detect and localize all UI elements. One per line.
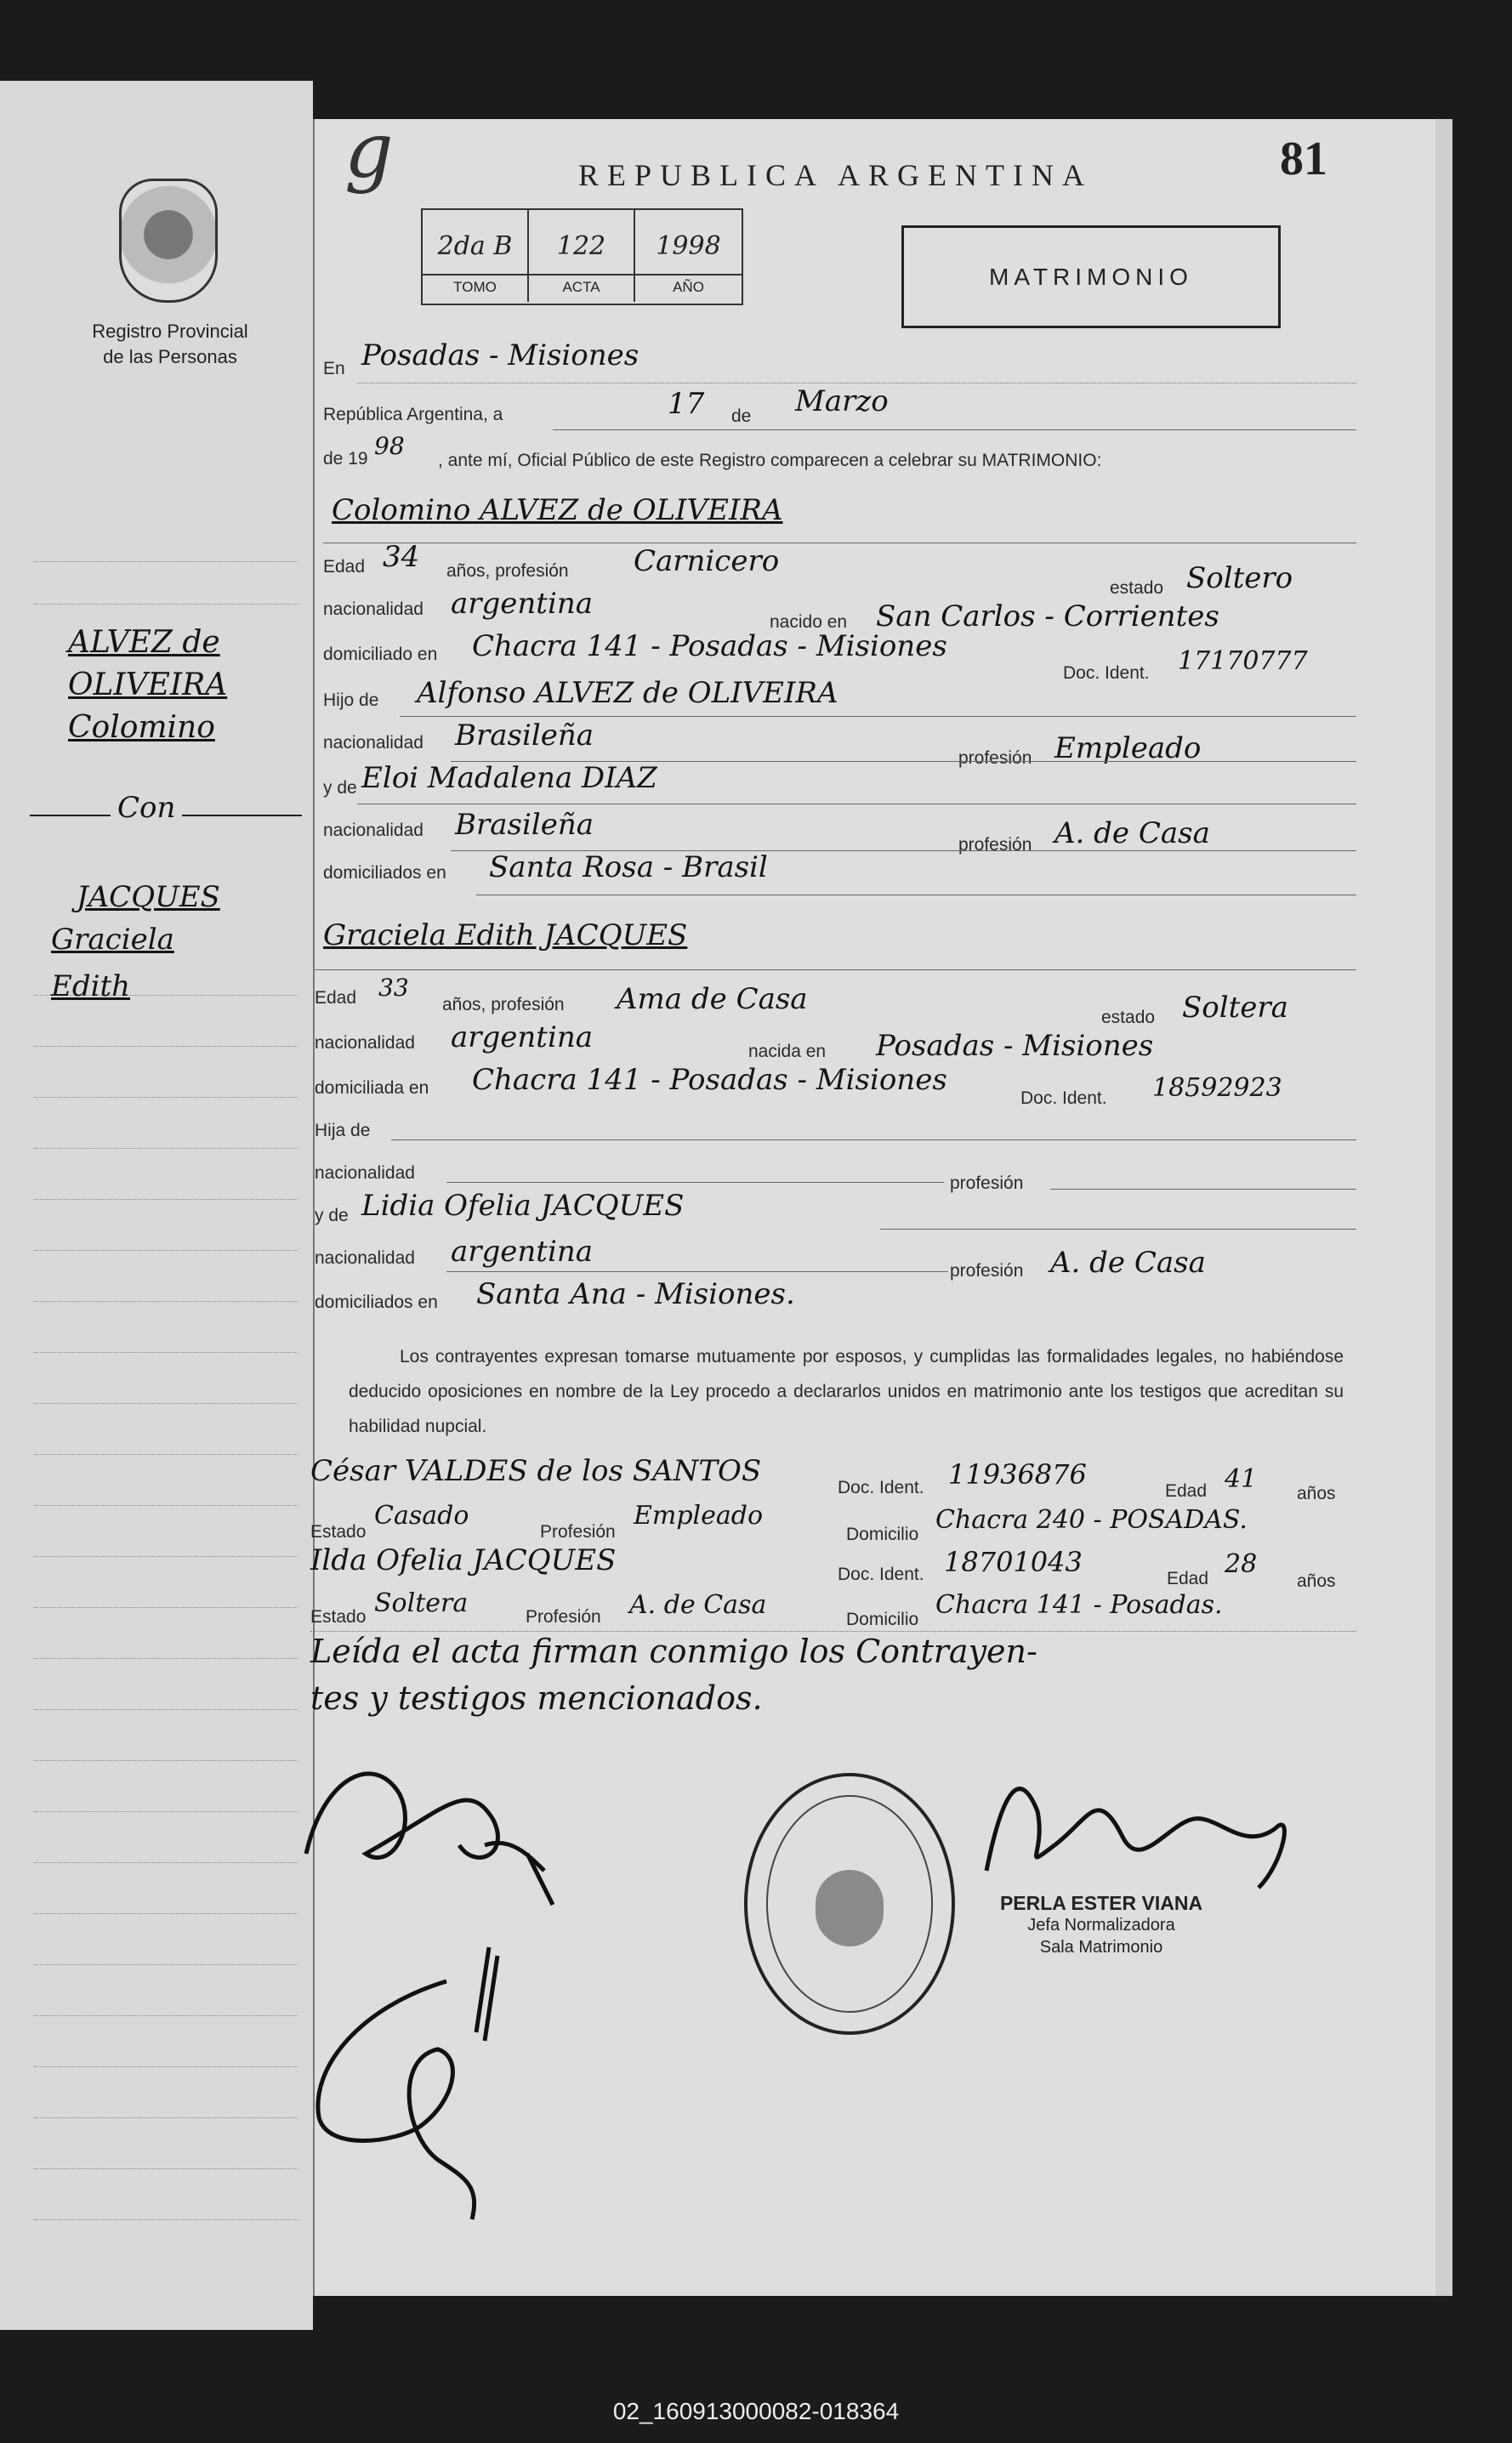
margin-rule xyxy=(34,1199,298,1200)
witness2-domicilio: Chacra 141 - Posadas. xyxy=(935,1590,1223,1620)
spouse1-nacido-label: nacido en xyxy=(770,612,848,632)
spouse2-estado: Soltera xyxy=(1182,991,1288,1025)
margin-given-name: Colomino xyxy=(68,710,215,745)
spouse2-name: Graciela Edith JACQUES xyxy=(323,918,688,952)
coat-of-arms-icon xyxy=(119,179,218,303)
page-edge xyxy=(1435,119,1452,2296)
line xyxy=(880,1229,1356,1230)
margin-rule xyxy=(34,561,298,562)
official-block xyxy=(991,1892,1212,1958)
line xyxy=(1050,1189,1356,1190)
spouse1-estado-label: estado xyxy=(1110,578,1164,598)
margin-rule xyxy=(34,1658,298,1659)
margin-rule xyxy=(34,2117,298,2118)
registry-line1: Registro Provincial xyxy=(92,321,248,342)
line xyxy=(446,1182,944,1183)
place-value: Posadas - Misiones xyxy=(361,338,639,372)
spouse1-nacido: San Carlos - Corrientes xyxy=(876,599,1219,633)
spouse1-profesion: Carnicero xyxy=(634,544,780,578)
spouse1-padre-nac-label: nacionalidad xyxy=(323,733,423,753)
margin-rule xyxy=(34,1250,298,1251)
spouse2-madre-label: y de xyxy=(315,1206,349,1225)
spouse1-padre-label: Hijo de xyxy=(323,690,379,710)
margin-rule xyxy=(34,1352,298,1353)
margin-rule xyxy=(34,2015,298,2016)
statement: , ante mí, Oficial Público de este Registro comparecen a celebrar su MATRIMONIO: xyxy=(438,451,1102,470)
spouse2-edad: 33 xyxy=(378,974,409,1002)
spouse2-padres-dom-label: domiciliados en xyxy=(315,1293,438,1312)
month-value: Marzo xyxy=(795,384,889,418)
witness2-doc: 18701043 xyxy=(944,1546,1083,1578)
spouse1-domicilio: Chacra 141 - Posadas - Misiones xyxy=(472,629,947,663)
line xyxy=(553,429,1356,430)
left-margin-page xyxy=(0,81,313,2330)
record-type-box: MATRIMONIO xyxy=(901,225,1281,328)
margin-rule xyxy=(34,1913,298,1914)
spouse1-padre-prof: Empleado xyxy=(1054,731,1202,765)
witness1-doc-label: Doc. Ident. xyxy=(838,1478,924,1497)
official-title1: Jefa Normalizadora xyxy=(1027,1916,1175,1935)
spouse1-padre-prof-label: profesión xyxy=(958,748,1032,768)
official-name: PERLA ESTER VIANA xyxy=(999,1892,1203,1914)
spouse1-padre: Alfonso ALVEZ de OLIVEIRA xyxy=(417,676,838,710)
spouse1-madre: Eloi Madalena DIAZ xyxy=(361,761,657,795)
margin-surname-1: ALVEZ de xyxy=(68,625,220,660)
spouse1-madre-label: y de xyxy=(323,778,357,798)
witness1-profesion-label: Profesión xyxy=(540,1522,616,1542)
spouse1-nacionalidad-label: nacionalidad xyxy=(323,599,423,619)
margin-rule xyxy=(34,2219,298,2220)
margin-rule xyxy=(34,1811,298,1812)
spouse1-doc-label: Doc. Ident. xyxy=(1063,663,1150,683)
margin-initial: g xyxy=(344,106,394,196)
acta-label: ACTA xyxy=(529,274,634,296)
anio-value: 1998 xyxy=(656,231,721,261)
spouse2-doc-label: Doc. Ident. xyxy=(1020,1088,1107,1108)
margin-con: Con xyxy=(111,791,182,825)
witness1-estado-label: Estado xyxy=(310,1522,367,1542)
de-label: de xyxy=(731,406,752,426)
witness2-estado: Soltera xyxy=(374,1588,469,1618)
spouse2-madre-nac-label: nacionalidad xyxy=(315,1248,415,1268)
tomo-value: 2da B xyxy=(437,231,513,261)
spouse1-name: Colomino ALVEZ de OLIVEIRA xyxy=(332,493,783,527)
spouse2-madre-nac: argentina xyxy=(451,1235,594,1269)
spouse1-padre-nac: Brasileña xyxy=(455,719,594,753)
line xyxy=(446,1271,948,1272)
closing-line1: Leída el acta firman conmigo los Contrayen- xyxy=(310,1633,1037,1670)
footer-id: 02_160913000082-018364 xyxy=(612,2398,900,2424)
spouse1-padres-dom-label: domiciliados en xyxy=(323,863,446,883)
witness2-name: Ilda Ofelia JACQUES xyxy=(310,1543,617,1577)
declaration-text: Los contrayentes expresan tomarse mutuamente por esposos, y cumplidas las formalidades legales, no habiéndose deducido oposiciones en nombre de la Ley procedo a declararlos unidos en matrimonio ante los testigos que acreditan su habilidad nupcial. xyxy=(349,1347,1344,1436)
witness1-estado: Casado xyxy=(374,1501,469,1531)
seal-emblem-icon xyxy=(816,1870,884,1946)
official-seal xyxy=(744,1773,955,2035)
margin-rule xyxy=(34,1454,298,1455)
signature-spouse2-icon xyxy=(293,1930,549,2253)
en-label: En xyxy=(323,359,345,378)
official-title2: Sala Matrimonio xyxy=(1039,1938,1163,1957)
witness1-edad-label: Edad xyxy=(1165,1481,1208,1501)
witness1-anios: años xyxy=(1297,1484,1336,1503)
spouse2-padres-dom: Santa Ana - Misiones. xyxy=(476,1277,795,1311)
margin-rule xyxy=(34,2066,298,2067)
margin-rule xyxy=(34,1964,298,1965)
anio-cell xyxy=(635,210,742,302)
spouse2-nacida: Posadas - Misiones xyxy=(876,1029,1154,1063)
tomo-cell xyxy=(423,210,529,302)
spouse1-madre-prof: A. de Casa xyxy=(1054,816,1210,850)
spouse1-nacionalidad: argentina xyxy=(451,587,594,621)
margin-rule xyxy=(34,1760,298,1761)
acta-cell xyxy=(529,210,635,302)
margin-rule xyxy=(34,1505,298,1506)
page-number: 81 xyxy=(1280,133,1327,185)
signature-official-icon xyxy=(969,1735,1310,1905)
witness1-domicilio-label: Domicilio xyxy=(846,1525,919,1544)
spouse2-estado-label: estado xyxy=(1101,1008,1156,1027)
margin-rule xyxy=(34,1301,298,1302)
signature-spouse1-icon xyxy=(272,1726,595,1913)
country-heading: REPUBLICA ARGENTINA xyxy=(578,158,1094,192)
spouse1-estado: Soltero xyxy=(1186,561,1293,595)
witness2-domicilio-label: Domicilio xyxy=(846,1610,919,1629)
spouse2-nacionalidad: argentina xyxy=(451,1020,594,1054)
margin-rule xyxy=(34,1403,298,1404)
spouse1-domicilio-label: domiciliado en xyxy=(323,645,438,664)
witness1-doc: 11936876 xyxy=(948,1458,1087,1491)
spouse2-doc: 18592923 xyxy=(1152,1073,1282,1103)
witness2-profesion: A. de Casa xyxy=(629,1590,767,1620)
spouse2-padre-nac-label: nacionalidad xyxy=(315,1163,415,1183)
witness2-edad: 28 xyxy=(1225,1549,1258,1579)
spouse2-madre-prof: A. de Casa xyxy=(1050,1246,1206,1280)
witness2-edad-label: Edad xyxy=(1167,1569,1209,1588)
acta-value: 122 xyxy=(556,231,606,261)
witness1-name: César VALDES de los SANTOS xyxy=(310,1454,762,1488)
margin-rule xyxy=(34,1607,298,1608)
spouse2-domicilio-label: domiciliada en xyxy=(315,1078,429,1098)
margin-rule xyxy=(34,1862,298,1863)
margin-rule xyxy=(34,1046,298,1047)
spouse2-madre-prof-label: profesión xyxy=(950,1261,1024,1281)
spouse2-madre: Lidia Ofelia JACQUES xyxy=(361,1189,685,1223)
spouse2-edad-label: Edad xyxy=(315,988,357,1008)
registry-line2: de las Personas xyxy=(103,346,237,367)
witness2-anios: años xyxy=(1297,1571,1336,1591)
day-value: 17 xyxy=(668,387,705,421)
line xyxy=(400,716,1356,717)
spouse1-madre-nac: Brasileña xyxy=(455,808,594,842)
spouse2-padre-prof-label: profesión xyxy=(950,1173,1024,1193)
closing-line2: tes y testigos mencionados. xyxy=(310,1679,763,1717)
spouse1-doc: 17170777 xyxy=(1178,646,1308,676)
spouse2-nacida-label: nacida en xyxy=(748,1042,827,1061)
line xyxy=(391,1139,1356,1140)
margin-given-name-2: Graciela xyxy=(51,923,174,957)
tomo-acta-box xyxy=(421,208,743,305)
witness1-profesion: Empleado xyxy=(634,1501,764,1531)
year-prefix: de 19 xyxy=(323,449,368,469)
year-suffix: 98 xyxy=(374,432,405,460)
spouse1-padres-dom: Santa Rosa - Brasil xyxy=(489,850,768,884)
witness1-edad: 41 xyxy=(1225,1464,1258,1494)
margin-rule xyxy=(34,2168,298,2169)
spouse1-edad-label: Edad xyxy=(323,557,366,577)
witness1-domicilio: Chacra 240 - POSADAS. xyxy=(935,1505,1248,1535)
tomo-label: TOMO xyxy=(423,274,527,296)
spouse1-madre-prof-label: profesión xyxy=(958,835,1032,855)
margin-rule xyxy=(34,1709,298,1710)
witness2-profesion-label: Profesión xyxy=(526,1607,601,1627)
margin-rule xyxy=(34,1556,298,1557)
line xyxy=(310,1631,1356,1632)
spouse2-domicilio: Chacra 141 - Posadas - Misiones xyxy=(472,1063,947,1097)
margin-rule xyxy=(34,1148,298,1149)
spouse2-padre-label: Hija de xyxy=(315,1121,371,1140)
spouse1-edad: 34 xyxy=(383,540,420,574)
witness2-estado-label: Estado xyxy=(310,1607,367,1627)
anio-label: AÑO xyxy=(635,274,742,296)
spouse2-nacionalidad-label: nacionalidad xyxy=(315,1033,415,1053)
margin-rule xyxy=(34,1097,298,1098)
margin-surname-3: JACQUES xyxy=(77,880,220,914)
registry-name xyxy=(51,319,289,370)
margin-rule xyxy=(34,604,298,605)
spouse1-profesion-label: años, profesión xyxy=(446,561,569,581)
margin-given-name-3: Edith xyxy=(51,969,131,1003)
spouse1-madre-nac-label: nacionalidad xyxy=(323,821,423,840)
republica-label: República Argentina, a xyxy=(323,405,503,424)
line xyxy=(315,969,1356,970)
witness2-doc-label: Doc. Ident. xyxy=(838,1565,924,1584)
spouse2-profesion: Ama de Casa xyxy=(617,982,808,1016)
margin-surname-2: OLIVEIRA xyxy=(68,668,228,702)
spouse2-profesion-label: años, profesión xyxy=(442,995,565,1014)
